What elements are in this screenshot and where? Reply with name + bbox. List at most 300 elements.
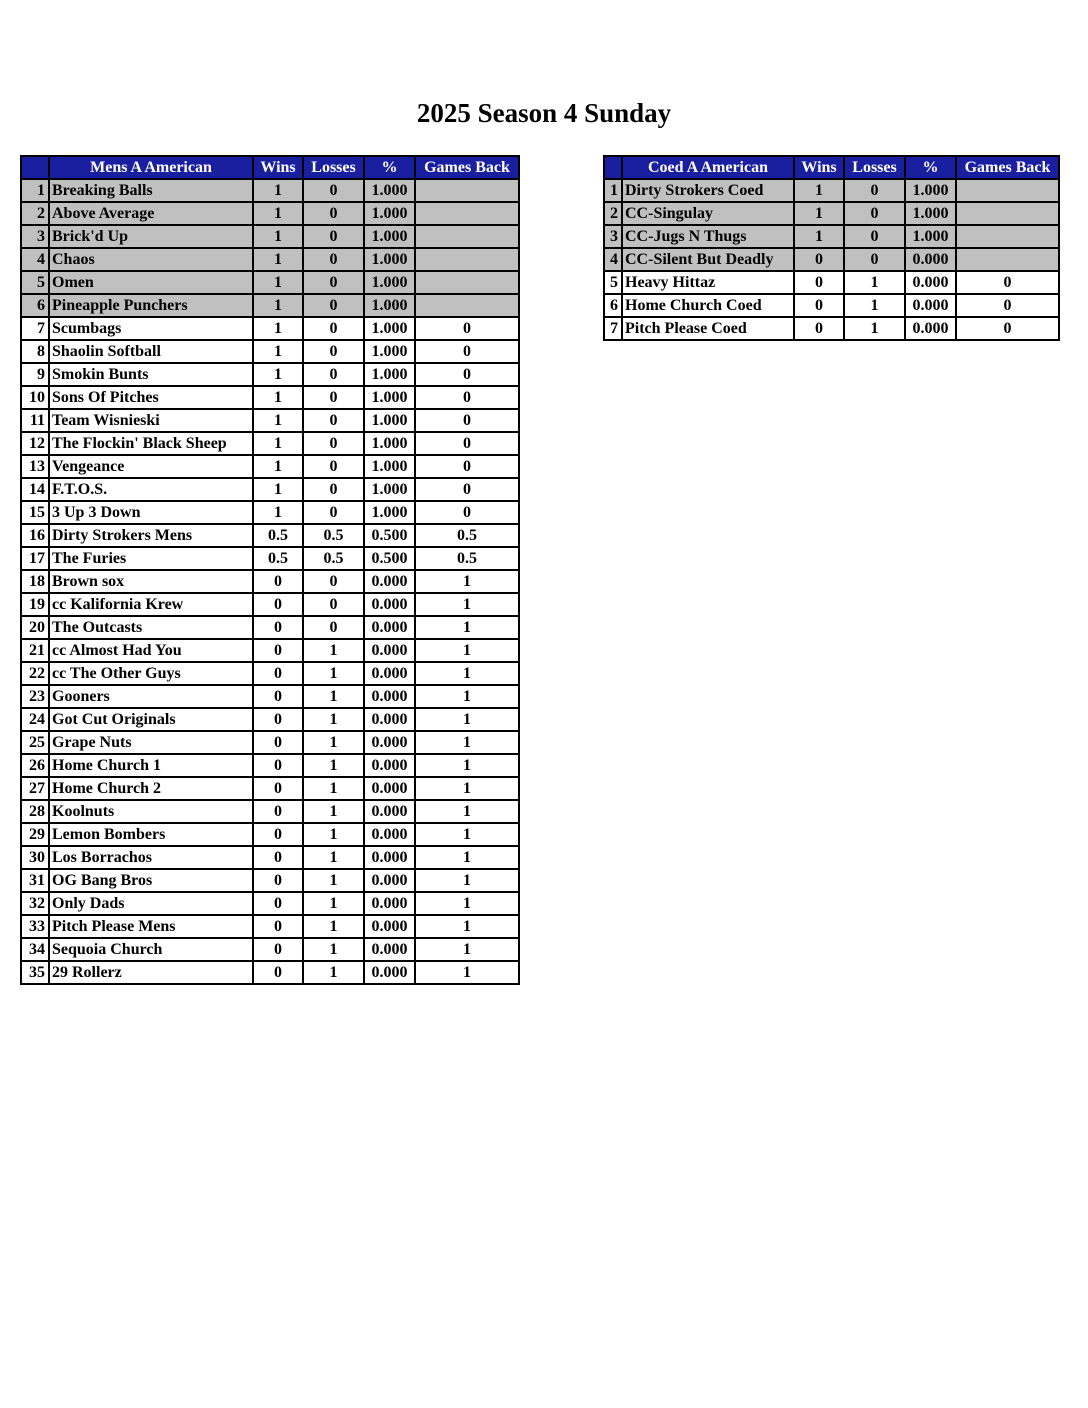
rank-cell: 2 — [21, 202, 49, 225]
rank-cell: 33 — [21, 915, 49, 938]
team-name-cell: Pineapple Punchers — [49, 294, 253, 317]
games-back-cell: 1 — [415, 731, 519, 754]
table-row — [21, 294, 519, 317]
mens-table-body — [21, 179, 519, 984]
rank-cell: 16 — [21, 524, 49, 547]
rank-cell: 35 — [21, 961, 49, 984]
table-row — [21, 570, 519, 593]
table-row — [604, 317, 1059, 340]
rank-cell: 20 — [21, 616, 49, 639]
games-back-cell: 1 — [415, 869, 519, 892]
wins-cell: 0 — [253, 938, 303, 961]
team-name-cell: CC-Silent But Deadly — [622, 248, 794, 271]
team-name-cell: cc The Other Guys — [49, 662, 253, 685]
table-row — [21, 961, 519, 984]
losses-cell: 0 — [303, 271, 364, 294]
losses-cell: 1 — [303, 892, 364, 915]
pct-cell: 1.000 — [364, 202, 415, 225]
games-back-cell: 0 — [415, 340, 519, 363]
losses-cell: 1 — [844, 294, 905, 317]
rank-cell: 14 — [21, 478, 49, 501]
rank-cell: 29 — [21, 823, 49, 846]
losses-cell: 1 — [303, 662, 364, 685]
pct-cell: 1.000 — [364, 409, 415, 432]
team-name-cell: 29 Rollerz — [49, 961, 253, 984]
games-back-cell: 1 — [415, 800, 519, 823]
games-back-cell — [956, 179, 1059, 202]
pct-cell: 0.000 — [364, 754, 415, 777]
pct-cell: 0.000 — [364, 938, 415, 961]
table-row — [604, 202, 1059, 225]
team-name-cell: Got Cut Originals — [49, 708, 253, 731]
games-back-cell: 0.5 — [415, 547, 519, 570]
rank-cell: 15 — [21, 501, 49, 524]
rank-cell: 22 — [21, 662, 49, 685]
games-back-cell — [415, 225, 519, 248]
team-name-cell: Shaolin Softball — [49, 340, 253, 363]
table-row — [21, 915, 519, 938]
team-name-cell: Dirty Strokers Mens — [49, 524, 253, 547]
table-row — [604, 248, 1059, 271]
games-back-cell: 0 — [956, 317, 1059, 340]
rank-cell: 34 — [21, 938, 49, 961]
pct-cell: 0.000 — [364, 823, 415, 846]
games-back-cell: 0 — [415, 317, 519, 340]
games-back-cell: 1 — [415, 593, 519, 616]
games-back-cell: 1 — [415, 708, 519, 731]
team-name-cell: Sons Of Pitches — [49, 386, 253, 409]
games-back-cell — [956, 225, 1059, 248]
wins-cell: 1 — [253, 248, 303, 271]
games-back-cell: 1 — [415, 823, 519, 846]
table-row — [21, 869, 519, 892]
losses-cell: 1 — [303, 869, 364, 892]
rank-cell: 17 — [21, 547, 49, 570]
table-row — [21, 846, 519, 869]
pct-header: % — [905, 156, 956, 179]
losses-cell: 0 — [844, 179, 905, 202]
games-back-cell: 0 — [415, 455, 519, 478]
losses-cell: 0 — [844, 202, 905, 225]
pct-cell: 1.000 — [364, 179, 415, 202]
wins-cell: 1 — [253, 386, 303, 409]
rank-cell: 13 — [21, 455, 49, 478]
table-row — [21, 501, 519, 524]
games-back-cell — [415, 202, 519, 225]
wins-cell: 1 — [253, 202, 303, 225]
team-name-cell: cc Almost Had You — [49, 639, 253, 662]
table-row — [604, 225, 1059, 248]
wins-cell: 1 — [253, 317, 303, 340]
games-back-cell: 0 — [415, 478, 519, 501]
pct-cell: 1.000 — [364, 271, 415, 294]
losses-cell: 1 — [844, 317, 905, 340]
games-back-cell — [956, 248, 1059, 271]
pct-cell: 1.000 — [364, 455, 415, 478]
rank-cell: 11 — [21, 409, 49, 432]
table-row — [21, 478, 519, 501]
rank-cell: 27 — [21, 777, 49, 800]
wins-cell: 1 — [253, 363, 303, 386]
team-name-cell: Omen — [49, 271, 253, 294]
wins-cell: 1 — [253, 179, 303, 202]
table-row — [604, 179, 1059, 202]
losses-cell: 1 — [303, 731, 364, 754]
pct-cell: 1.000 — [364, 478, 415, 501]
losses-cell: 0.5 — [303, 547, 364, 570]
team-name-cell: Chaos — [49, 248, 253, 271]
table-row — [604, 271, 1059, 294]
team-name-cell: Dirty Strokers Coed — [622, 179, 794, 202]
games-back-cell: 0 — [415, 409, 519, 432]
wins-cell: 1 — [253, 478, 303, 501]
pct-cell: 0.000 — [905, 317, 956, 340]
rank-cell: 7 — [21, 317, 49, 340]
pct-cell: 1.000 — [905, 179, 956, 202]
team-name-cell: Breaking Balls — [49, 179, 253, 202]
rank-cell: 23 — [21, 685, 49, 708]
wins-cell: 0 — [253, 593, 303, 616]
team-name-cell: Vengeance — [49, 455, 253, 478]
rank-cell: 6 — [21, 294, 49, 317]
losses-cell: 1 — [303, 777, 364, 800]
games-back-cell: 1 — [415, 915, 519, 938]
table-row — [21, 317, 519, 340]
rank-cell: 12 — [21, 432, 49, 455]
losses-cell: 0 — [303, 432, 364, 455]
pct-cell: 1.000 — [364, 317, 415, 340]
pct-cell: 0.000 — [905, 271, 956, 294]
wins-cell: 0 — [253, 616, 303, 639]
pct-cell: 0.000 — [364, 869, 415, 892]
wins-cell: 1 — [253, 409, 303, 432]
table-row — [21, 938, 519, 961]
team-name-cell: OG Bang Bros — [49, 869, 253, 892]
losses-cell: 1 — [303, 685, 364, 708]
wins-cell: 0 — [794, 271, 844, 294]
division-header: Coed A American — [622, 156, 794, 179]
team-name-cell: Grape Nuts — [49, 731, 253, 754]
losses-cell: 0 — [303, 363, 364, 386]
table-row — [21, 202, 519, 225]
losses-cell: 0 — [303, 409, 364, 432]
table-row — [21, 616, 519, 639]
pct-cell: 0.000 — [364, 800, 415, 823]
team-name-cell: Pitch Please Mens — [49, 915, 253, 938]
team-name-cell: Los Borrachos — [49, 846, 253, 869]
games-back-cell: 1 — [415, 892, 519, 915]
games-back-cell — [415, 179, 519, 202]
wins-cell: 0 — [253, 731, 303, 754]
pct-cell: 1.000 — [905, 202, 956, 225]
rank-cell: 5 — [604, 271, 622, 294]
table-row — [21, 271, 519, 294]
wins-cell: 1 — [253, 271, 303, 294]
team-name-cell: 3 Up 3 Down — [49, 501, 253, 524]
rank-cell: 4 — [604, 248, 622, 271]
wins-cell: 0 — [253, 708, 303, 731]
losses-cell: 1 — [303, 800, 364, 823]
pct-cell: 1.000 — [364, 432, 415, 455]
pct-cell: 0.000 — [364, 846, 415, 869]
table-row — [21, 823, 519, 846]
losses-cell: 1 — [303, 961, 364, 984]
games-back-cell — [415, 248, 519, 271]
pct-header: % — [364, 156, 415, 179]
pct-cell: 1.000 — [364, 248, 415, 271]
wins-cell: 1 — [253, 340, 303, 363]
rank-cell: 10 — [21, 386, 49, 409]
wins-cell: 0.5 — [253, 547, 303, 570]
table-row — [21, 248, 519, 271]
mens-standings-table — [20, 155, 520, 985]
rank-cell: 21 — [21, 639, 49, 662]
table-row — [21, 455, 519, 478]
games-back-header: Games Back — [415, 156, 519, 179]
games-back-cell: 1 — [415, 961, 519, 984]
rank-cell: 30 — [21, 846, 49, 869]
rank-header — [604, 156, 622, 179]
losses-cell: 0 — [844, 248, 905, 271]
table-row — [21, 179, 519, 202]
games-back-header: Games Back — [956, 156, 1059, 179]
losses-cell: 1 — [303, 938, 364, 961]
games-back-cell: 1 — [415, 754, 519, 777]
team-name-cell: Home Church Coed — [622, 294, 794, 317]
rank-cell: 1 — [21, 179, 49, 202]
games-back-cell: 1 — [415, 777, 519, 800]
wins-cell: 0 — [253, 662, 303, 685]
team-name-cell: Brick'd Up — [49, 225, 253, 248]
wins-cell: 1 — [253, 501, 303, 524]
pct-cell: 0.000 — [364, 639, 415, 662]
games-back-cell: 0 — [415, 501, 519, 524]
games-back-cell: 1 — [415, 938, 519, 961]
rank-cell: 2 — [604, 202, 622, 225]
team-name-cell: Pitch Please Coed — [622, 317, 794, 340]
rank-cell: 28 — [21, 800, 49, 823]
games-back-cell: 0.5 — [415, 524, 519, 547]
team-name-cell: CC-Singulay — [622, 202, 794, 225]
team-name-cell: The Outcasts — [49, 616, 253, 639]
games-back-cell: 1 — [415, 570, 519, 593]
table-row — [21, 639, 519, 662]
table-row — [21, 409, 519, 432]
wins-cell: 0 — [253, 570, 303, 593]
losses-cell: 0.5 — [303, 524, 364, 547]
losses-cell: 0 — [303, 294, 364, 317]
losses-cell: 0 — [303, 386, 364, 409]
rank-cell: 26 — [21, 754, 49, 777]
pct-cell: 1.000 — [364, 294, 415, 317]
team-name-cell: The Furies — [49, 547, 253, 570]
wins-header: Wins — [794, 156, 844, 179]
team-name-cell: F.T.O.S. — [49, 478, 253, 501]
games-back-cell: 1 — [415, 639, 519, 662]
rank-cell: 19 — [21, 593, 49, 616]
rank-cell: 7 — [604, 317, 622, 340]
pct-cell: 0.000 — [364, 616, 415, 639]
wins-cell: 0 — [253, 846, 303, 869]
games-back-cell: 0 — [415, 363, 519, 386]
losses-cell: 1 — [303, 846, 364, 869]
table-row — [21, 731, 519, 754]
losses-cell: 1 — [844, 271, 905, 294]
wins-cell: 1 — [253, 225, 303, 248]
pct-cell: 0.000 — [364, 593, 415, 616]
wins-cell: 1 — [253, 455, 303, 478]
wins-cell: 0 — [253, 869, 303, 892]
team-name-cell: Lemon Bombers — [49, 823, 253, 846]
losses-cell: 0 — [303, 501, 364, 524]
losses-cell: 0 — [303, 455, 364, 478]
table-row — [21, 800, 519, 823]
losses-cell: 1 — [303, 915, 364, 938]
table-row — [21, 386, 519, 409]
table-row — [21, 708, 519, 731]
games-back-cell: 0 — [415, 432, 519, 455]
wins-cell: 0 — [794, 317, 844, 340]
games-back-cell: 1 — [415, 685, 519, 708]
team-name-cell: Brown sox — [49, 570, 253, 593]
team-name-cell: Smokin Bunts — [49, 363, 253, 386]
pct-cell: 1.000 — [364, 340, 415, 363]
wins-cell: 1 — [794, 225, 844, 248]
pct-cell: 0.000 — [905, 248, 956, 271]
team-name-cell: Home Church 1 — [49, 754, 253, 777]
losses-header: Losses — [303, 156, 364, 179]
pct-cell: 0.500 — [364, 524, 415, 547]
coed-table-body — [604, 179, 1059, 340]
games-back-cell: 0 — [956, 294, 1059, 317]
games-back-cell — [956, 202, 1059, 225]
pct-cell: 0.500 — [364, 547, 415, 570]
table-row — [21, 432, 519, 455]
table-row — [21, 593, 519, 616]
rank-cell: 5 — [21, 271, 49, 294]
losses-cell: 0 — [844, 225, 905, 248]
wins-cell: 1 — [794, 202, 844, 225]
wins-cell: 0 — [253, 754, 303, 777]
team-name-cell: Scumbags — [49, 317, 253, 340]
losses-cell: 1 — [303, 754, 364, 777]
losses-cell: 0 — [303, 317, 364, 340]
division-header: Mens A American — [49, 156, 253, 179]
table-row — [21, 754, 519, 777]
wins-cell: 1 — [794, 179, 844, 202]
rank-cell: 3 — [21, 225, 49, 248]
wins-cell: 0 — [253, 915, 303, 938]
rank-cell: 4 — [21, 248, 49, 271]
losses-cell: 0 — [303, 593, 364, 616]
rank-cell: 8 — [21, 340, 49, 363]
losses-cell: 0 — [303, 616, 364, 639]
losses-cell: 0 — [303, 570, 364, 593]
rank-cell: 25 — [21, 731, 49, 754]
team-name-cell: Gooners — [49, 685, 253, 708]
rank-header — [21, 156, 49, 179]
table-row — [21, 777, 519, 800]
games-back-cell — [415, 294, 519, 317]
games-back-cell: 0 — [415, 386, 519, 409]
team-name-cell: Team Wisnieski — [49, 409, 253, 432]
pct-cell: 0.000 — [364, 777, 415, 800]
pct-cell: 1.000 — [364, 363, 415, 386]
pct-cell: 0.000 — [905, 294, 956, 317]
wins-cell: 0 — [253, 777, 303, 800]
table-header-row — [21, 156, 519, 179]
losses-cell: 0 — [303, 248, 364, 271]
wins-cell: 0 — [253, 685, 303, 708]
wins-cell: 1 — [253, 294, 303, 317]
losses-cell: 1 — [303, 708, 364, 731]
rank-cell: 9 — [21, 363, 49, 386]
pct-cell: 0.000 — [364, 892, 415, 915]
rank-cell: 6 — [604, 294, 622, 317]
table-row — [21, 662, 519, 685]
pct-cell: 0.000 — [364, 961, 415, 984]
team-name-cell: cc Kalifornia Krew — [49, 593, 253, 616]
table-row — [21, 524, 519, 547]
wins-cell: 0 — [253, 961, 303, 984]
table-header-row — [604, 156, 1059, 179]
pct-cell: 0.000 — [364, 708, 415, 731]
wins-cell: 0 — [253, 800, 303, 823]
wins-cell: 0.5 — [253, 524, 303, 547]
team-name-cell: Heavy Hittaz — [622, 271, 794, 294]
games-back-cell: 1 — [415, 662, 519, 685]
table-row — [604, 294, 1059, 317]
pct-cell: 1.000 — [364, 501, 415, 524]
team-name-cell: Only Dads — [49, 892, 253, 915]
table-row — [21, 340, 519, 363]
table-row — [21, 547, 519, 570]
games-back-cell: 1 — [415, 616, 519, 639]
wins-cell: 0 — [253, 823, 303, 846]
pct-cell: 0.000 — [364, 662, 415, 685]
rank-cell: 32 — [21, 892, 49, 915]
pct-cell: 1.000 — [905, 225, 956, 248]
wins-cell: 0 — [794, 248, 844, 271]
table-row — [21, 363, 519, 386]
losses-cell: 0 — [303, 202, 364, 225]
table-row — [21, 892, 519, 915]
wins-cell: 0 — [794, 294, 844, 317]
losses-header: Losses — [844, 156, 905, 179]
team-name-cell: Koolnuts — [49, 800, 253, 823]
losses-cell: 0 — [303, 340, 364, 363]
rank-cell: 1 — [604, 179, 622, 202]
pct-cell: 0.000 — [364, 731, 415, 754]
rank-cell: 18 — [21, 570, 49, 593]
wins-header: Wins — [253, 156, 303, 179]
pct-cell: 0.000 — [364, 570, 415, 593]
table-row — [21, 685, 519, 708]
losses-cell: 0 — [303, 179, 364, 202]
losses-cell: 1 — [303, 639, 364, 662]
rank-cell: 24 — [21, 708, 49, 731]
wins-cell: 0 — [253, 892, 303, 915]
team-name-cell: The Flockin' Black Sheep — [49, 432, 253, 455]
pct-cell: 0.000 — [364, 685, 415, 708]
page-title: 2025 Season 4 Sunday — [416, 98, 672, 128]
rank-cell: 3 — [604, 225, 622, 248]
games-back-cell: 0 — [956, 271, 1059, 294]
pct-cell: 0.000 — [364, 915, 415, 938]
losses-cell: 0 — [303, 225, 364, 248]
wins-cell: 1 — [253, 432, 303, 455]
pct-cell: 1.000 — [364, 225, 415, 248]
